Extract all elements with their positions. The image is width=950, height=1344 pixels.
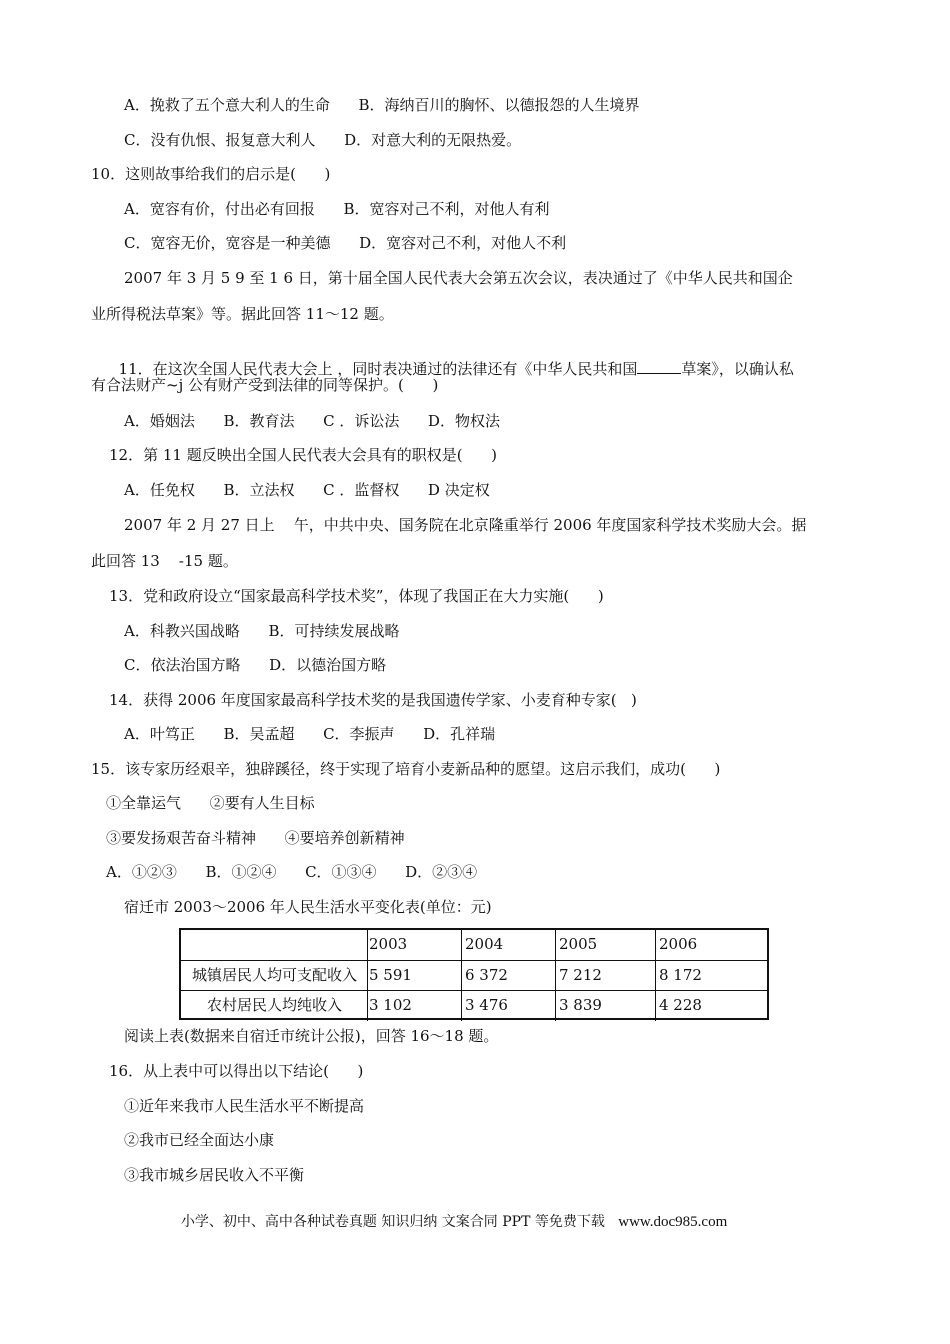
question-12-stem: 12．第 11 题反映出全国人民代表大会具有的职权是( ) [109,446,498,464]
question-13-stem: 13．党和政府设立“国家最高科学技术奖”，体现了我国正在大力实施( ) [109,587,604,605]
table-cell: 6 372 [461,961,555,991]
table-cell: 7 212 [555,961,655,991]
question-10-options-row2: C．宽容无价，宽容是一种美德 D．宽容对己不利，对他人不利 [124,234,567,252]
table-header-row [181,930,767,960]
passage-npc-line1: 2007 年 3 月 5 9 至 1 6 日，第十届全国人民代表大会第五次会议，表决通过了《中华人民共和国企 [124,269,793,287]
footer-site-link[interactable]: www.doc985.com [618,1214,728,1230]
question-16-statement-1: ①近年来我市人民生活水平不断提高 [124,1097,365,1115]
question-11-options: A．婚姻法 B．教育法 C ．诉讼法 D．物权法 [124,412,500,430]
table-row [181,960,767,991]
question-15-stem: 15．该专家历经艰辛，独辟蹊径，终于实现了培育小麦新品种的愿望。这启示我们，成功( ) [91,760,721,778]
page-footer [172,1192,727,1232]
question-11-stem [109,339,794,378]
question-14-options: A．叶笃正 B．吴孟超 C．李振声 D．孔祥瑞 [124,725,496,743]
table-header-cell: 2003 [367,930,461,960]
table-cell: 5 591 [367,961,461,991]
passage-award-line2: 此回答 13 -15 题。 [91,552,238,570]
table-cell: 城镇居民人均可支配收入 [191,966,357,984]
table-header-cell: 2004 [461,930,555,960]
question-11-stem-cont: 有合法财产~j 公有财产受到法律的同等保护。( ) [91,376,439,394]
income-table [179,928,769,1020]
table-cell: 4 228 [655,991,767,1021]
question-10-stem: 10．这则故事给我们的启示是( ) [91,165,331,183]
table-header-cell: 2006 [655,930,767,960]
table-cell: 3 839 [555,991,655,1021]
table-header-cell [181,930,367,960]
question-15-options: A．①②③ B．①②④ C．①③④ D．②③④ [106,863,478,881]
table-caption: 宿迁市 2003～2006 年人民生活水平变化表(单位：元) [124,898,492,916]
table-cell: 8 172 [655,961,767,991]
fill-blank [637,359,681,374]
question-12-options: A．任免权 B．立法权 C ．监督权 D 决定权 [124,481,490,499]
question-15-statements-row2: ③要发扬艰苦奋斗精神 ④要培养创新精神 [106,829,405,847]
question-15-statements-row1: ①全靠运气 ②要有人生目标 [106,794,315,812]
question-10-options-row1: A．宽容有价，付出必有回报 B．宽容对己不利，对他人有利 [124,200,550,218]
question-9-options-row2: C．没有仇恨、报复意大利人 D．对意大利的无限热爱。 [124,131,522,149]
question-16-statement-3: ③我市城乡居民收入不平衡 [124,1166,305,1184]
question-9-options-row1: A．挽救了五个意大利人的生命 B．海纳百川的胸怀、以德报怨的人生境界 [124,96,640,114]
question-13-options-row2: C．依法治国方略 D．以德治国方略 [124,656,387,674]
question-11-stem-part1: 11．在这次全国人民代表大会上 ，同时表决通过的法律还有《中华人民共和国 [118,360,638,378]
question-16-statement-2: ②我市已经全面达小康 [124,1131,275,1149]
footer-text: 小学、初中、高中各种试卷真题 知识归纳 文案合同 PPT 等免费下载 [180,1214,619,1230]
question-13-options-row1: A．科教兴国战略 B．可持续发展战略 [124,622,400,640]
table-cell: 3 476 [461,991,555,1021]
table-header-cell: 2005 [555,930,655,960]
question-14-stem: 14．获得 2006 年度国家最高科学技术奖的是我国遗传学家、小麦育种专家( ) [109,691,637,709]
passage-npc-line2: 业所得税法草案》等。据此回答 11～12 题。 [91,305,394,323]
table-cell: 3 102 [367,991,461,1021]
table-row [181,990,767,1021]
question-16-stem: 16．从上表中可以得出以下结论( ) [109,1062,364,1080]
passage-award-line1: 2007 年 2 月 27 日上 午，中共中央、国务院在北京隆重举行 2006 年度国家科学技术奖励大会。据 [124,516,807,534]
table-instruction: 阅读上表(数据来自宿迁市统计公报)，回答 16～18 题。 [124,1027,499,1045]
table-cell: 农村居民人均纯收入 [206,996,342,1014]
question-11-stem-part2: 草案》，以确认私 [681,360,794,378]
